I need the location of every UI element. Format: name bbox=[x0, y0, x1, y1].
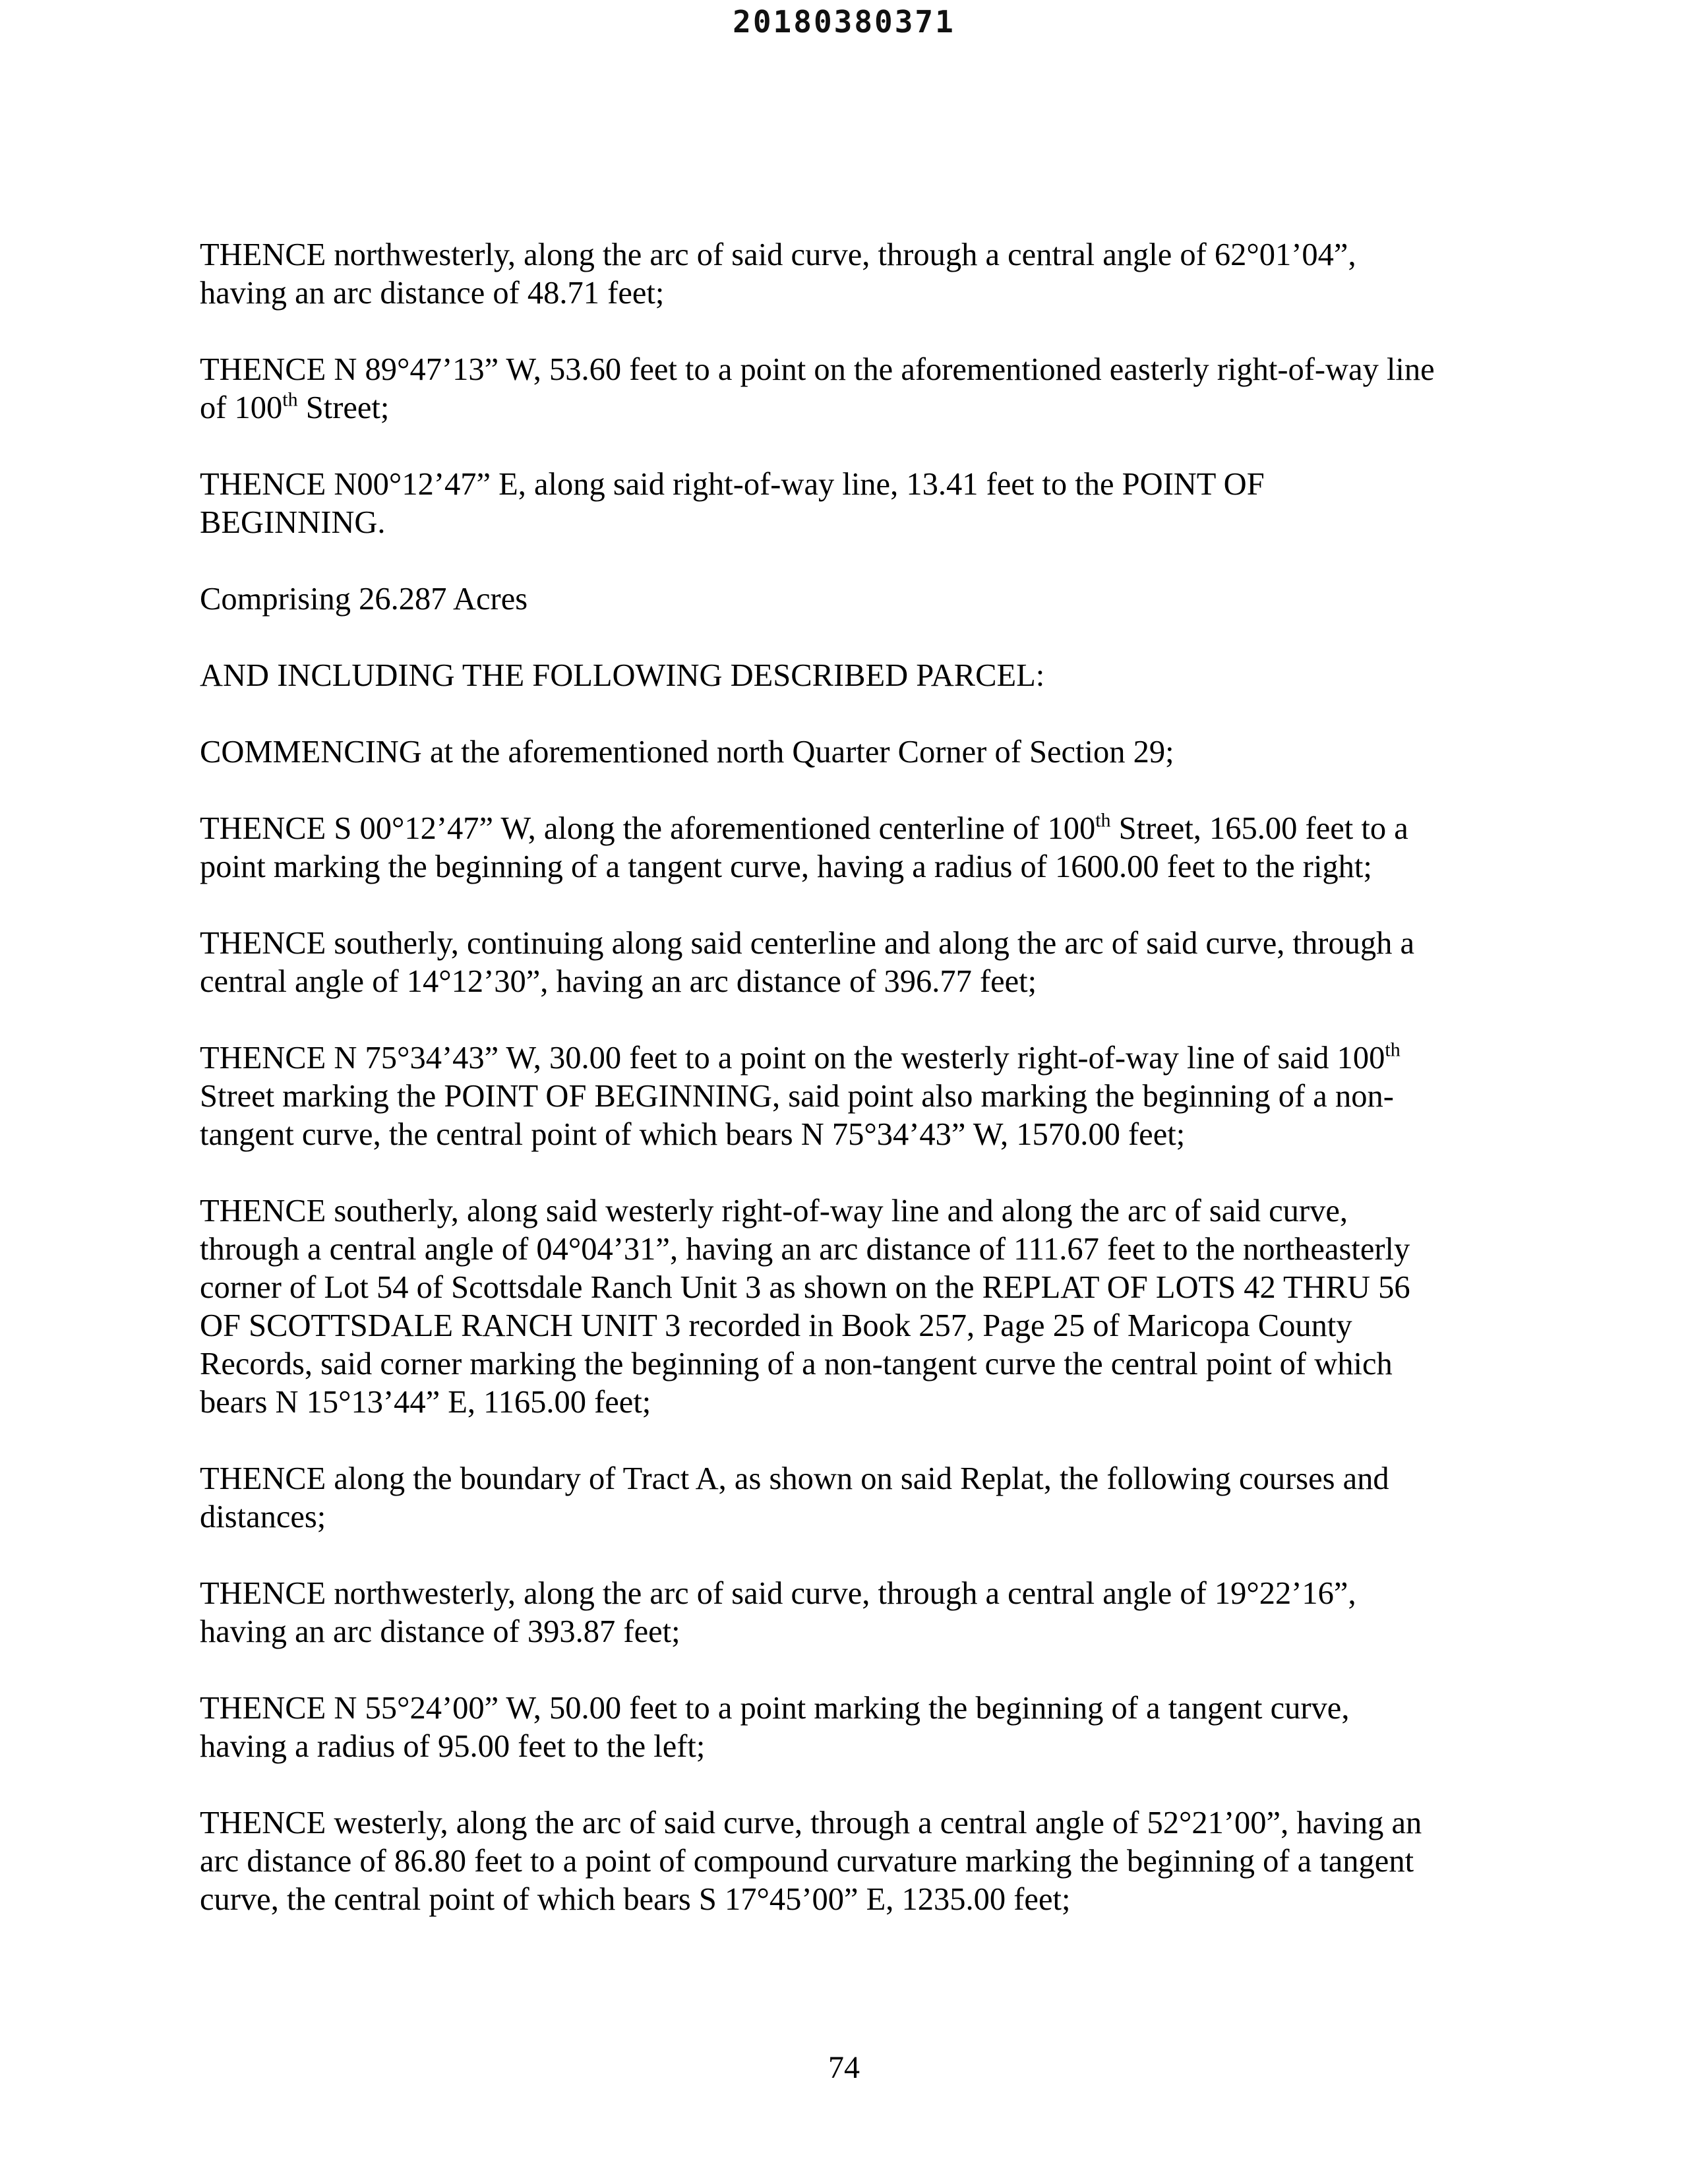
text-line bbox=[200, 1689, 1492, 1728]
text-line bbox=[200, 1269, 1492, 1307]
text-line bbox=[200, 1498, 1492, 1536]
text-segment: having a radius of 95.00 feet to the left; bbox=[200, 1729, 706, 1764]
text-segment: central angle of 14°12’30”, having an arc distance of 396.77 feet; bbox=[200, 964, 1037, 999]
text-line bbox=[200, 274, 1492, 313]
text-segment: BEGINNING. bbox=[200, 505, 386, 540]
text-segment: arc distance of 86.80 feet to a point of compound curvature marking the beginning of a tangent bbox=[200, 1844, 1414, 1879]
text-line bbox=[200, 236, 1492, 274]
text-segment: bears N 15°13’44” E, 1165.00 feet; bbox=[200, 1385, 651, 1420]
text-segment: OF SCOTTSDALE RANCH UNIT 3 recorded in Book 257, Page 25 of Maricopa County bbox=[200, 1308, 1352, 1343]
text-line bbox=[200, 1842, 1492, 1881]
paragraph bbox=[200, 1689, 1492, 1766]
text-line bbox=[200, 1230, 1492, 1269]
paragraph bbox=[200, 1460, 1492, 1536]
text-line bbox=[200, 1077, 1492, 1116]
text-line bbox=[200, 1192, 1492, 1230]
text-line bbox=[200, 1575, 1492, 1613]
text-segment: Street, 165.00 feet to a bbox=[1110, 811, 1408, 846]
text-line bbox=[200, 389, 1492, 427]
text-line bbox=[200, 848, 1492, 886]
ordinal-superscript: th bbox=[282, 388, 298, 411]
text-line bbox=[200, 1460, 1492, 1498]
paragraph bbox=[200, 1575, 1492, 1651]
text-line bbox=[200, 466, 1492, 504]
ordinal-superscript: th bbox=[1095, 809, 1111, 832]
ordinal-superscript: th bbox=[1385, 1039, 1401, 1061]
text-line bbox=[200, 1881, 1492, 1919]
text-segment: THENCE westerly, along the arc of said curve, through a central angle of 52°21’00”, having an bbox=[200, 1805, 1422, 1840]
text-segment: THENCE northwesterly, along the arc of said curve, through a central angle of 62°01’04”, bbox=[200, 237, 1356, 272]
text-line bbox=[200, 963, 1492, 1001]
text-line bbox=[200, 580, 1492, 619]
text-line bbox=[200, 733, 1492, 772]
text-segment: corner of Lot 54 of Scottsdale Ranch Unit 3 as shown on the REPLAT OF LOTS 42 THRU 56 bbox=[200, 1270, 1410, 1305]
paragraph bbox=[200, 1192, 1492, 1422]
text-line bbox=[200, 504, 1492, 542]
text-segment: THENCE S 00°12’47” W, along the aforementioned centerline of 100 bbox=[200, 811, 1096, 846]
text-line bbox=[200, 1804, 1492, 1842]
text-line bbox=[200, 925, 1492, 963]
document-body bbox=[200, 236, 1492, 1957]
paragraph bbox=[200, 580, 1492, 619]
page-number: 74 bbox=[828, 2050, 860, 2085]
text-line bbox=[200, 1613, 1492, 1651]
text-segment: THENCE southerly, continuing along said centerline and along the arc of said curve, through a bbox=[200, 926, 1415, 961]
text-segment: distances; bbox=[200, 1500, 326, 1534]
text-line bbox=[200, 657, 1492, 695]
text-segment: THENCE along the boundary of Tract A, as shown on said Replat, the following courses and bbox=[200, 1461, 1389, 1496]
text-segment: COMMENCING at the aforementioned north Quarter Corner of Section 29; bbox=[200, 735, 1174, 770]
text-segment: curve, the central point of which bears S 17°45’00” E, 1235.00 feet; bbox=[200, 1882, 1071, 1917]
text-line bbox=[200, 1116, 1492, 1154]
text-line bbox=[200, 810, 1492, 848]
text-line bbox=[200, 351, 1492, 389]
text-segment: point marking the beginning of a tangent curve, having a radius of 1600.00 feet to the right; bbox=[200, 849, 1372, 884]
text-segment: through a central angle of 04°04’31”, having an arc distance of 111.67 feet to the northeasterly bbox=[200, 1232, 1410, 1267]
text-segment: THENCE northwesterly, along the arc of said curve, through a central angle of 19°22’16”, bbox=[200, 1576, 1356, 1611]
paragraph bbox=[200, 351, 1492, 427]
text-segment: Records, said corner marking the beginning of a non-tangent curve the central point of which bbox=[200, 1347, 1393, 1381]
document-number-header: 20180380371 bbox=[733, 4, 955, 40]
paragraph bbox=[200, 1804, 1492, 1919]
paragraph bbox=[200, 657, 1492, 695]
paragraph bbox=[200, 733, 1492, 772]
text-segment: THENCE N00°12’47” E, along said right-of-way line, 13.41 feet to the POINT OF bbox=[200, 467, 1265, 502]
text-line bbox=[200, 1345, 1492, 1383]
text-segment: Comprising 26.287 Acres bbox=[200, 582, 528, 617]
text-segment: Street marking the POINT OF BEGINNING, said point also marking the beginning of a non- bbox=[200, 1079, 1394, 1114]
text-line bbox=[200, 1728, 1492, 1766]
text-line bbox=[200, 1307, 1492, 1345]
text-line bbox=[200, 1039, 1492, 1077]
text-segment: having an arc distance of 393.87 feet; bbox=[200, 1614, 680, 1649]
paragraph bbox=[200, 236, 1492, 313]
text-segment: Street; bbox=[297, 390, 390, 425]
text-segment: THENCE southerly, along said westerly right-of-way line and along the arc of said curve, bbox=[200, 1194, 1348, 1228]
text-segment: AND INCLUDING THE FOLLOWING DESCRIBED PARCEL: bbox=[200, 658, 1045, 693]
text-segment: THENCE N 89°47’13” W, 53.60 feet to a point on the aforementioned easterly right-of-way line bbox=[200, 352, 1435, 387]
text-segment: THENCE N 75°34’43” W, 30.00 feet to a point on the westerly right-of-way line of said 100 bbox=[200, 1041, 1385, 1076]
paragraph bbox=[200, 466, 1492, 542]
text-segment: of 100 bbox=[200, 390, 283, 425]
paragraph bbox=[200, 925, 1492, 1001]
text-line bbox=[200, 1383, 1492, 1422]
paragraph bbox=[200, 1039, 1492, 1154]
text-segment: THENCE N 55°24’00” W, 50.00 feet to a point marking the beginning of a tangent curve, bbox=[200, 1691, 1350, 1726]
text-segment: having an arc distance of 48.71 feet; bbox=[200, 276, 665, 311]
paragraph bbox=[200, 810, 1492, 886]
text-segment: tangent curve, the central point of which bears N 75°34’43” W, 1570.00 feet; bbox=[200, 1117, 1186, 1152]
